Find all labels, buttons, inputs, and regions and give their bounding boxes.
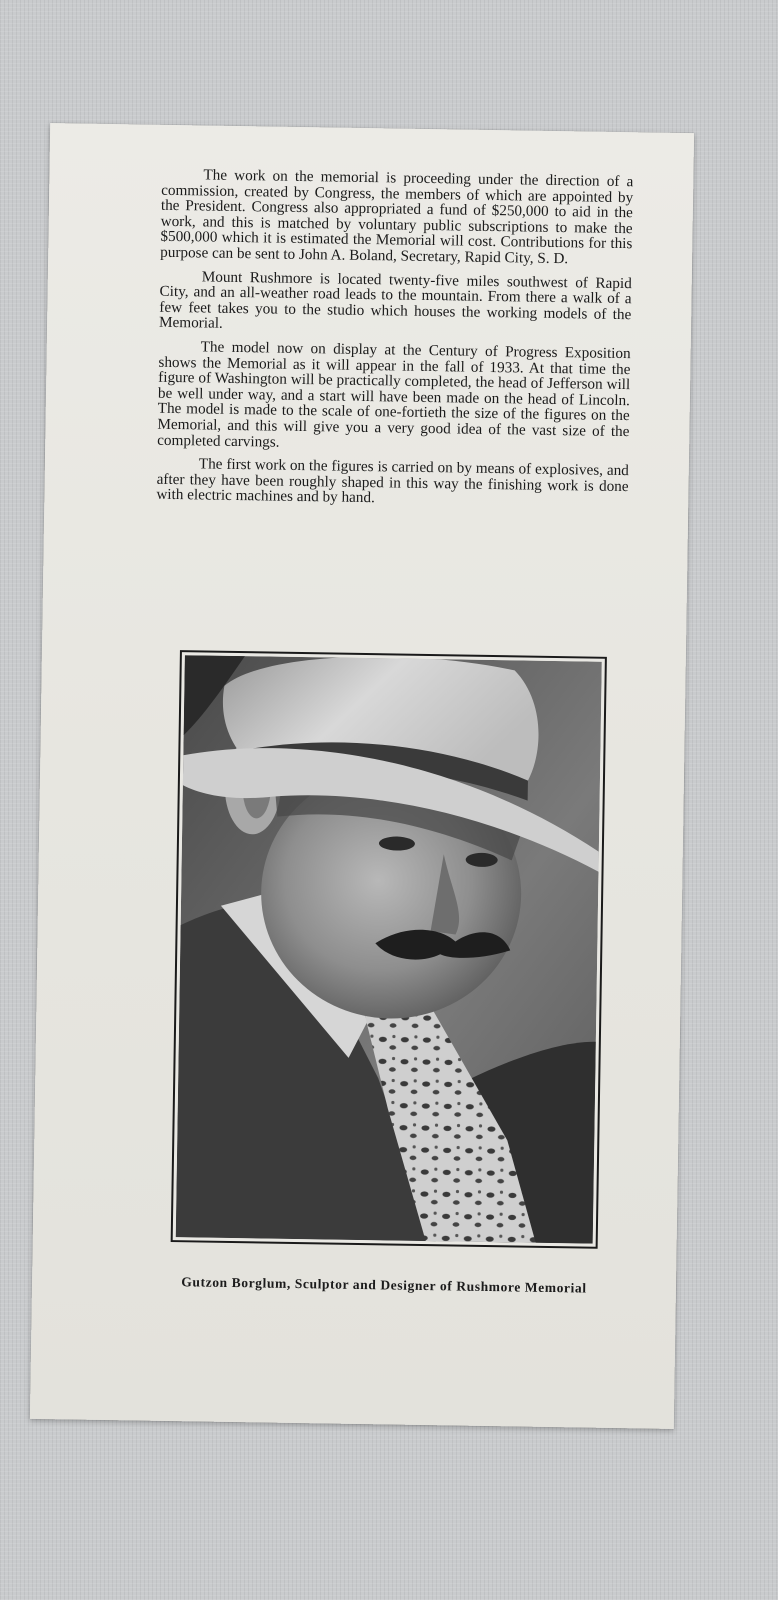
- brochure-page: [30, 123, 694, 1429]
- portrait-photo: [176, 655, 602, 1243]
- article-body: [156, 167, 633, 518]
- portrait-frame: [171, 650, 607, 1249]
- paragraph-location: Mount Rushmore is located twenty-five miles southwest of Rapid City, and an all-weather road leads to the mountain. From there a walk of a few feet takes you to the studio which houses the working models of the Memorial.: [158, 267, 632, 333]
- paragraph-carving-method: The first work on the figures is carried on by means of explosives, and after they have been roughly shaped in this way the finishing work is done with electric machines and by hand.: [156, 455, 629, 507]
- portrait-caption: Gutzon Borglum, Sculptor and Designer of Rushmore Memorial: [181, 1274, 587, 1296]
- paragraph-model: The model now on display at the Century of Progress Exposition shows the Memorial as it will appear in the fall of 1933. At that time the figure of Washington will be practically completed, the head of Jefferson will be well under way, and a start will have been made on the head of Lincoln. The model is made to the scale of one-fortieth the size of the figures on the Memorial, and this will give you a very good idea of the vast size of the completed carvings.: [157, 338, 631, 451]
- paragraph-commission: The work on the memorial is proceeding under the direction of a commission, created by Congress, the members of which are appointed by the President. Congress also appropriated a fund of $250,000 to aid in the work, and this is matched by voluntary public subscriptions to make the $500,000 which it is estimated the Memorial will cost. Contributions for this purpose can be sent to John A. Boland, Secretary, Rapid City, S. D.: [160, 166, 634, 268]
